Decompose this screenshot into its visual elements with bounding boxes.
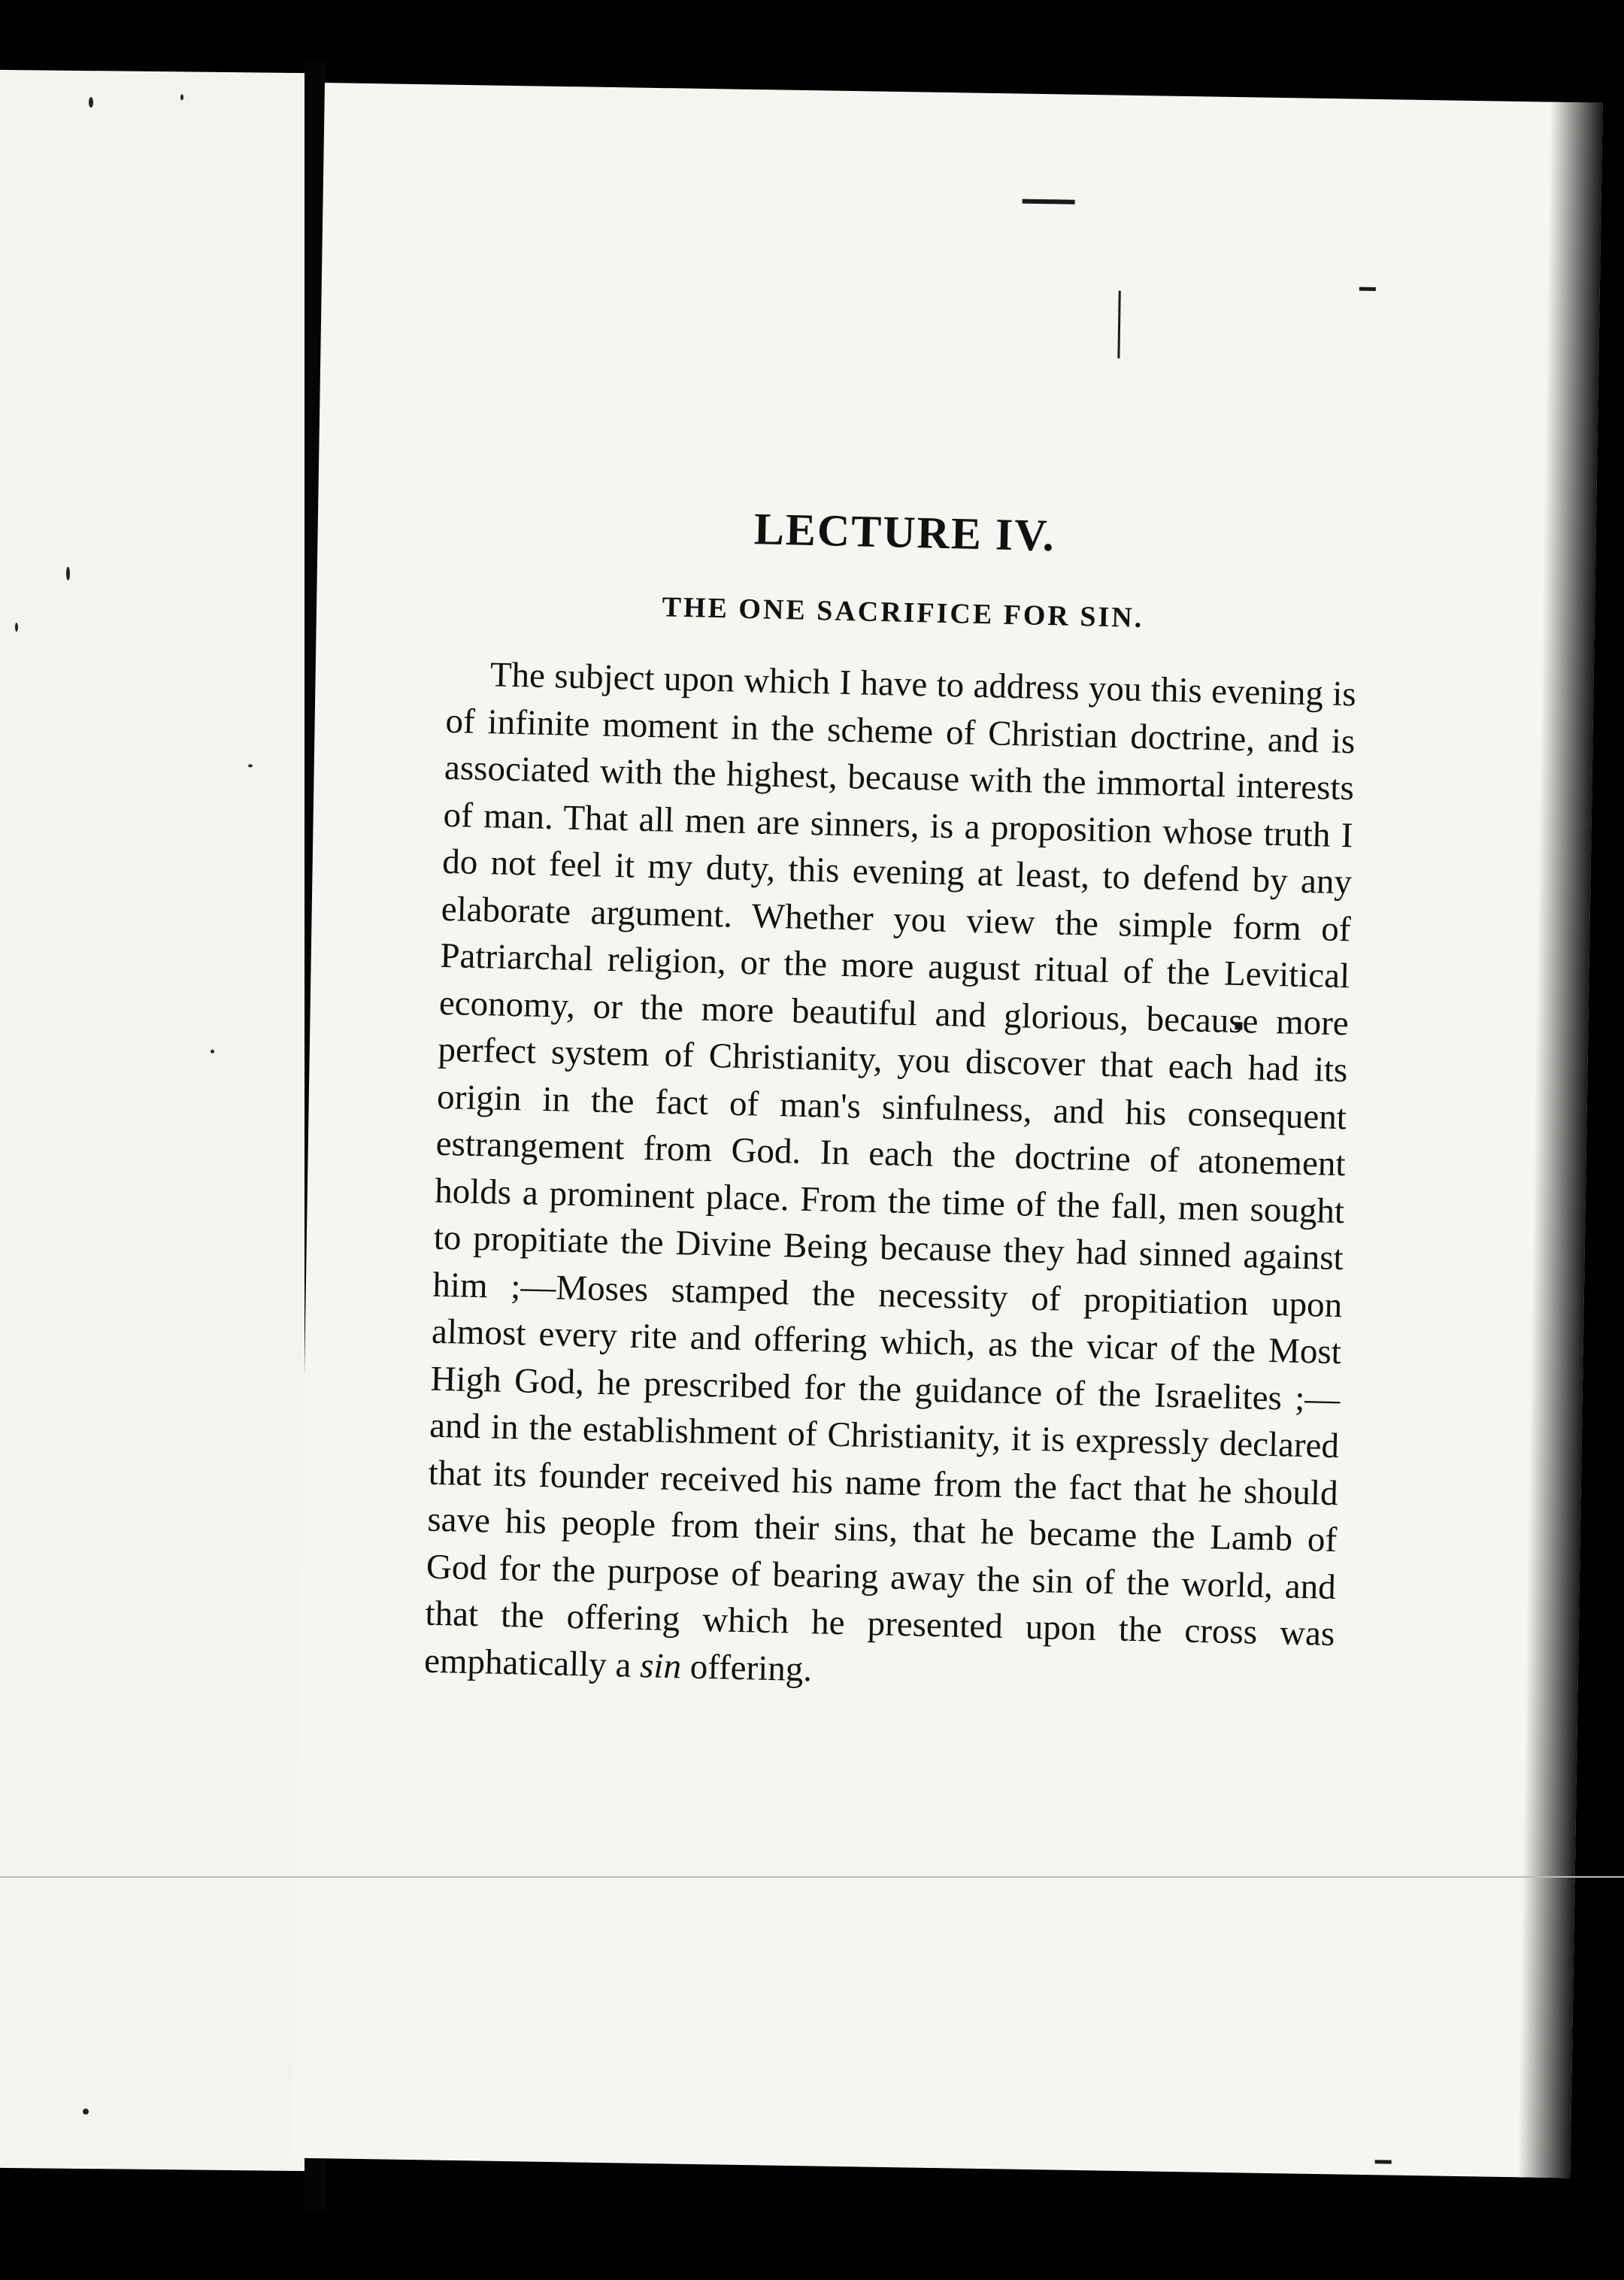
ink-speck <box>248 764 253 767</box>
page-edge-shadow <box>1517 102 1602 2178</box>
ink-mark <box>1359 287 1376 291</box>
paragraph-italic-word: sin <box>639 1645 682 1686</box>
section-title: THE ONE SACRIFICE FOR SIN. <box>662 591 1144 634</box>
body-paragraph <box>423 650 1356 1705</box>
ink-speck <box>15 623 18 632</box>
ink-speck <box>211 1050 214 1054</box>
left-facing-page <box>0 70 308 2171</box>
ink-mark <box>1117 291 1120 359</box>
ink-speck <box>83 2109 89 2115</box>
ink-speck <box>89 97 93 108</box>
ink-speck <box>180 94 183 100</box>
scan-rule-line <box>0 1876 1624 1878</box>
paragraph-text: The subject upon which I have to address you this evening is of infinite moment in the scheme of Christian doctrine, and is associated with the highest, because with the immortal interests of man. That all men are sinners, is a proposition whose truth I do not feel it my duty, this evening at least, to defend by any elaborate argument. Whether you view the simple form of Patriarchal religion, or the more august ritual of the Levitical economy, or the more beautiful and glorious, because more perfect system of Christianity, you discover that each had its origin in the fact of man's sinfulness, and his consequent estrangement from God. In each the doctrine of atonement holds a prominent place. From the time of the fall, men sought to propitiate the Divine Being because they had sinned against him ;—Moses stamped the necessity of propitiation upon almost every rite and offering which, as the vicar of the Most High God, he prescribed for the guidance of the Israelites ;—and in the establishment of Christianity, it is expressly declared that its founder received his name from the fact that he should save his people from their sins, that he became the Lamb of God for the purpose of bearing away the sin of the world, and that the offering which he presented upon the cross was emphatically a <box>423 655 1357 1685</box>
ink-mark <box>1375 2160 1392 2163</box>
ink-speck <box>66 567 70 581</box>
lecture-title: LECTURE IV. <box>753 504 1056 561</box>
ink-mark <box>1023 199 1075 205</box>
page-content <box>423 474 1360 1705</box>
paragraph-ending: offering. <box>680 1646 813 1689</box>
